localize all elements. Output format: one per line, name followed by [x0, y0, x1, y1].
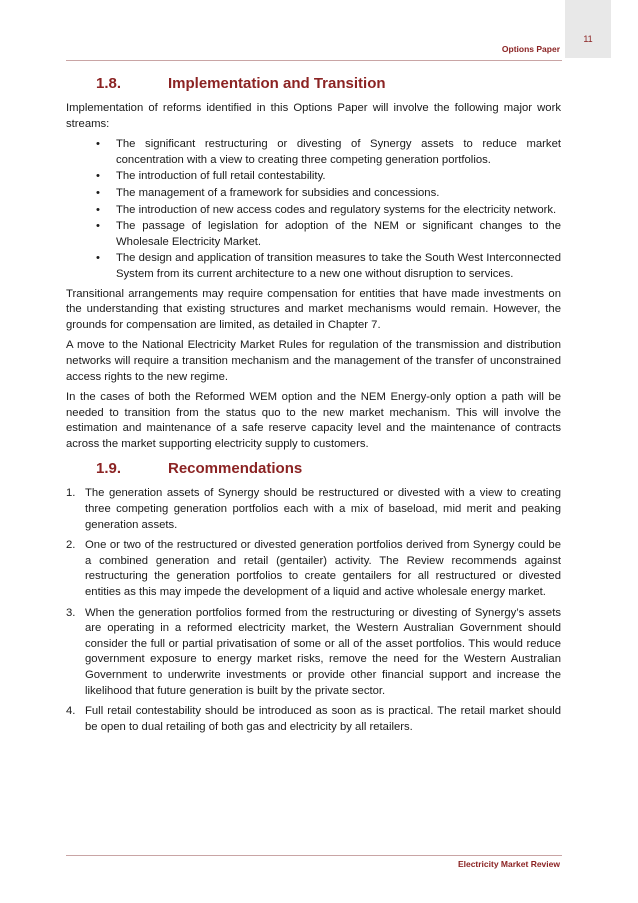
bullet-icon: •: [96, 252, 100, 265]
list-item-text: Full retail contestability should be introduced as soon as is practical. The retail market should be open to dual retailing of both gas and electricity by all retailers.: [85, 705, 561, 733]
intro-paragraph: Implementation of reforms identified in this Options Paper will involve the following major work streams:: [66, 102, 561, 130]
list-item: [66, 203, 561, 219]
bullet-icon: •: [96, 203, 100, 216]
bullet-icon: •: [96, 138, 100, 151]
header-document-title: Options Paper: [501, 44, 560, 54]
list-item: [66, 219, 561, 250]
work-streams-list: [66, 137, 561, 282]
list-item: [66, 186, 561, 202]
list-item: [66, 538, 561, 600]
list-item-text: When the generation portfolios formed from the restructuring or divesting of Synergy’s assets are operating in a reformed electricity market, the Western Australian Government should consider the full or partial privatisation of some or all of the asset portfolios. This would reduce government exposure to energy market risks, remove the need for the Western Australian Government to underwrite investments or provide other financial support and increase the likelihood that future generation is built by the private sector.: [85, 606, 561, 697]
list-item-text: The introduction of full retail contestability.: [116, 170, 326, 183]
body-paragraph: A move to the National Electricity Market Rules for regulation of the transmission and distribution networks will require a transition mechanism and the management of the transfer of unconstrained access rights to the new regime.: [66, 339, 561, 383]
list-item: [66, 606, 561, 700]
list-item-text: The management of a framework for subsidies and concessions.: [116, 186, 440, 199]
bullet-icon: •: [96, 186, 100, 199]
bullet-icon: •: [96, 220, 100, 233]
section-heading-recommendations: [66, 459, 561, 479]
item-number: 2.: [66, 539, 76, 552]
item-number: 3.: [66, 606, 76, 619]
list-item-text: One or two of the restructured or divested generation portfolios derived from Synergy could be a combined generation and retail (gentailer) activity. The Review recommends against restructuring the generation portfolios to create gentailers for all restructured or divested entities as this may impede the development of a liquid and active wholesale energy market.: [85, 539, 561, 599]
page-number-badge: 11: [565, 0, 611, 58]
list-item-text: The passage of legislation for adoption of the NEM or significant changes to the Wholesale Electricity Market.: [116, 220, 561, 248]
item-number: 1.: [66, 487, 76, 500]
section-number: 1.9.: [96, 460, 122, 478]
section-title: Implementation and Transition: [168, 75, 386, 92]
list-item-text: The significant restructuring or divesting of Synergy assets to reduce market concentration with a view to creating three competing generation portfolios.: [116, 138, 561, 166]
bullet-icon: •: [96, 170, 100, 183]
section-heading-implementation: [66, 74, 561, 94]
list-item: [66, 251, 561, 282]
section-number: 1.8.: [96, 75, 122, 92]
footer-divider: [66, 855, 562, 856]
body-paragraph: Transitional arrangements may require compensation for entities that have made investments on the understanding that existing structures and market mechanisms would remain. However, the grounds for compensation are limited, as detailed in Chapter 7.: [66, 287, 561, 331]
list-item-text: The generation assets of Synergy should be restructured or divested with a view to creating three competing generation portfolios each with a mix of baseload, mid merit and peaking generation assets.: [85, 487, 561, 531]
list-item-text: The introduction of new access codes and regulatory systems for the electricity network.: [116, 203, 557, 216]
header-divider: [66, 60, 562, 61]
footer-document-title: Electricity Market Review: [457, 859, 560, 869]
recommendations-list: [66, 486, 561, 735]
body-paragraph: In the cases of both the Reformed WEM option and the NEM Energy-only option a path will be needed to transition from the status quo to the new market mechanism. This will involve the estimation and maintenance of a safe reserve capacity level and the maintenance of contracts across the market supporting electricity supply to customers.: [66, 391, 561, 450]
list-item-text: The design and application of transition measures to take the South West Interconnected System from its current architecture to a new one without disruption to services.: [116, 252, 561, 280]
list-item: [66, 137, 561, 168]
page-content: [66, 74, 561, 740]
list-item: [66, 169, 561, 185]
item-number: 4.: [66, 705, 76, 718]
list-item: [66, 704, 561, 735]
list-item: [66, 486, 561, 533]
section-title: Recommendations: [168, 460, 303, 478]
